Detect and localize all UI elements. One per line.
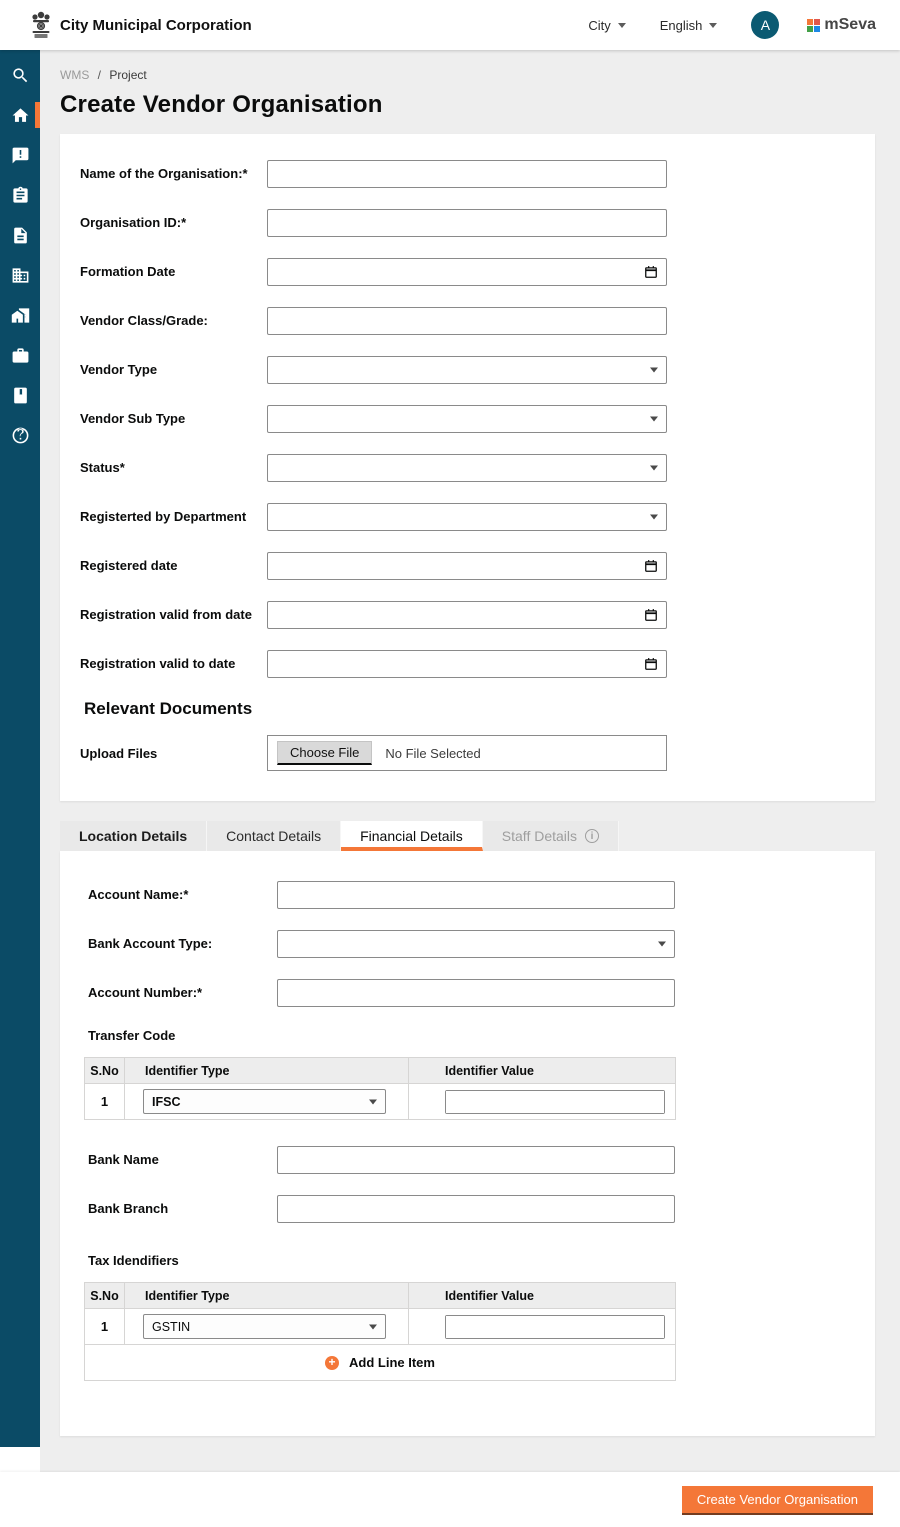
col-identifier-type: Identifier Type: [125, 1058, 409, 1084]
tab-location-details[interactable]: Location Details: [60, 821, 207, 851]
org-name-input-wrap: [267, 160, 667, 188]
tax-identifiers-label: Tax Idendifiers: [88, 1253, 179, 1268]
mseva-squares-icon: [807, 19, 820, 32]
vendor-sub-type-label: Vendor Sub Type: [80, 410, 186, 426]
bank-account-type-select[interactable]: [277, 930, 675, 958]
form-row: [80, 356, 855, 384]
dropdown-arrow-icon: [369, 1099, 377, 1104]
top-header: [0, 0, 900, 50]
city-selector-label: City: [588, 17, 611, 33]
formation-date-input[interactable]: [268, 259, 666, 285]
mseva-brand-text: mSeva: [824, 16, 876, 33]
bank-branch-input[interactable]: [278, 1196, 674, 1222]
action-footer: [0, 1472, 900, 1527]
tab-financial-details[interactable]: Financial Details: [341, 821, 483, 851]
bank-name-input[interactable]: [278, 1147, 674, 1173]
form-row: [88, 1146, 855, 1174]
status-select[interactable]: [267, 454, 667, 482]
info-icon: i: [585, 829, 599, 843]
national-emblem-logo: [30, 9, 52, 41]
dropdown-arrow-icon: [650, 515, 658, 520]
transfer-code-label: Transfer Code: [88, 1028, 176, 1043]
col-sno: S.No: [85, 1283, 125, 1309]
clipboard-icon: [11, 186, 30, 205]
reg-valid-from-label: Registration valid from date: [80, 606, 252, 622]
formation-date-input-wrap: [267, 258, 667, 286]
dropdown-arrow-icon: [650, 417, 658, 422]
relevant-documents-heading: Relevant Documents: [84, 699, 253, 718]
dropdown-arrow-icon: [650, 368, 658, 373]
form-row: [80, 650, 855, 678]
reg-valid-to-input[interactable]: [268, 651, 666, 677]
sidebar-item-assignments[interactable]: [0, 175, 40, 215]
dropdown-arrow-icon: [650, 466, 658, 471]
book-icon: [11, 386, 30, 405]
registered-date-label: Registered date: [80, 557, 178, 573]
chevron-down-icon: [618, 23, 626, 28]
form-row: [88, 881, 855, 909]
organisation-form-card: [60, 134, 875, 801]
left-sidebar: [0, 50, 40, 1447]
vendor-sub-type-select[interactable]: [267, 405, 667, 433]
vendor-class-label: Vendor Class/Grade:: [80, 312, 208, 328]
mseva-logo: [807, 16, 876, 34]
account-number-label: Account Number:*: [88, 984, 203, 1000]
form-row: [80, 454, 855, 482]
form-row: [80, 258, 855, 286]
add-line-item-label: Add Line Item: [349, 1355, 435, 1370]
form-row: [88, 930, 855, 958]
bank-branch-label: Bank Branch: [88, 1200, 169, 1216]
form-row: [80, 405, 855, 433]
sidebar-item-reports[interactable]: [0, 375, 40, 415]
breadcrumb-separator: /: [97, 68, 102, 82]
upload-files-label: Upload Files: [80, 745, 158, 761]
buildings-icon: [11, 266, 30, 285]
city-selector[interactable]: [588, 18, 625, 33]
plus-icon: +: [325, 1356, 339, 1370]
account-number-input-wrap: [277, 979, 675, 1007]
sidebar-item-complaints[interactable]: [0, 135, 40, 175]
chevron-down-icon: [709, 23, 717, 28]
language-selector[interactable]: [660, 18, 718, 33]
details-tab-bar: [60, 821, 875, 851]
language-selector-label: English: [659, 17, 703, 33]
reg-valid-to-input-wrap: [267, 650, 667, 678]
gstin-type-select[interactable]: [143, 1314, 386, 1339]
row-sno: 1: [85, 1309, 125, 1345]
dropdown-arrow-icon: [369, 1324, 377, 1329]
form-row: [80, 160, 855, 188]
add-line-item-button[interactable]: [85, 1347, 675, 1379]
col-identifier-type: Identifier Type: [125, 1283, 409, 1309]
ifsc-value-input-wrap: [445, 1090, 665, 1114]
table-row: [85, 1084, 676, 1120]
bank-account-type-label: Bank Account Type:: [88, 935, 213, 951]
home-work-icon: [11, 306, 30, 325]
table-row: [85, 1309, 676, 1345]
reg-valid-to-label: Registration valid to date: [80, 655, 236, 671]
dropdown-arrow-icon: [658, 942, 666, 947]
no-file-selected-text: No File Selected: [385, 745, 481, 761]
formation-date-label: Formation Date: [80, 263, 176, 279]
tab-contact-details[interactable]: Contact Details: [207, 821, 341, 851]
org-id-input[interactable]: [268, 210, 666, 236]
sidebar-item-help[interactable]: [0, 415, 40, 455]
form-row: [80, 601, 855, 629]
file-upload-field[interactable]: [267, 735, 667, 771]
account-name-input[interactable]: [278, 882, 674, 908]
registered-date-input-wrap: [267, 552, 667, 580]
col-sno: S.No: [85, 1058, 125, 1084]
account-number-input[interactable]: [278, 980, 674, 1006]
form-row: [88, 979, 855, 1007]
user-avatar[interactable]: A: [751, 11, 779, 39]
vendor-type-select[interactable]: [267, 356, 667, 384]
sidebar-item-home[interactable]: [0, 95, 40, 135]
tax-identifiers-table: [84, 1282, 676, 1381]
gstin-value-input[interactable]: [446, 1316, 664, 1338]
ifsc-value-input[interactable]: [446, 1091, 664, 1113]
registered-by-dept-label: Registerted by Department: [80, 508, 247, 524]
sidebar-item-organisation[interactable]: [0, 255, 40, 295]
tab-staff-details[interactable]: [483, 821, 619, 851]
financial-details-card: [60, 851, 875, 1436]
transfer-code-table: [84, 1057, 676, 1120]
account-name-input-wrap: [277, 881, 675, 909]
sidebar-item-search[interactable]: [0, 55, 40, 95]
col-identifier-value: Identifier Value: [409, 1058, 676, 1084]
account-name-label: Account Name:*: [88, 886, 189, 902]
registered-date-input[interactable]: [268, 553, 666, 579]
briefcase-icon: [11, 346, 30, 365]
gstin-value-input-wrap: [445, 1315, 665, 1339]
org-name-input[interactable]: [268, 161, 666, 187]
sidebar-item-work[interactable]: [0, 335, 40, 375]
table-header-row: [85, 1058, 676, 1084]
form-row: [80, 307, 855, 335]
help-icon: [11, 426, 30, 445]
reg-valid-from-input-wrap: [267, 601, 667, 629]
bank-branch-input-wrap: [277, 1195, 675, 1223]
breadcrumb-current: Project: [109, 68, 147, 82]
ifsc-type-select[interactable]: [143, 1089, 386, 1114]
vendor-type-label: Vendor Type: [80, 361, 158, 377]
reg-valid-from-input[interactable]: [268, 602, 666, 628]
create-vendor-organisation-button[interactable]: Create Vendor Organisation: [682, 1486, 873, 1515]
status-label: Status*: [80, 459, 125, 475]
gstin-type-value: GSTIN: [152, 1319, 191, 1334]
page-title: Create Vendor Organisation: [60, 91, 383, 118]
row-sno: 1: [85, 1084, 125, 1120]
org-id-input-wrap: [267, 209, 667, 237]
calendar-icon[interactable]: [644, 265, 658, 279]
form-row: [80, 503, 855, 531]
calendar-icon[interactable]: [644, 608, 658, 622]
header-right-group: [588, 11, 876, 39]
main-content: [40, 50, 900, 1472]
breadcrumb: [60, 68, 875, 82]
sidebar-item-home-work[interactable]: [0, 295, 40, 335]
upload-files-row: [80, 735, 855, 771]
calendar-icon[interactable]: [644, 657, 658, 671]
form-row: [80, 209, 855, 237]
col-identifier-value: Identifier Value: [409, 1283, 676, 1309]
table-header-row: [85, 1283, 676, 1309]
org-name-label: Name of the Organisation:*: [80, 165, 248, 181]
ifsc-type-value: IFSC: [152, 1094, 181, 1109]
bank-name-input-wrap: [277, 1146, 675, 1174]
home-icon: [11, 106, 30, 125]
bank-name-label: Bank Name: [88, 1151, 159, 1167]
breadcrumb-section[interactable]: WMS: [60, 68, 90, 82]
tab-staff-details-label: Staff Details: [501, 828, 578, 844]
form-row: [80, 552, 855, 580]
calendar-icon[interactable]: [644, 559, 658, 573]
announcement-icon: [11, 146, 30, 165]
document-icon: [11, 226, 30, 245]
registered-by-dept-select[interactable]: [267, 503, 667, 531]
header-org-title: City Municipal Corporation: [60, 16, 252, 34]
form-row: [88, 1195, 855, 1223]
org-id-label: Organisation ID:*: [80, 214, 187, 230]
vendor-class-input-wrap: [267, 307, 667, 335]
vendor-class-input[interactable]: [268, 308, 666, 334]
sidebar-item-documents[interactable]: [0, 215, 40, 255]
choose-file-button[interactable]: Choose File: [277, 741, 372, 765]
search-icon: [11, 66, 30, 85]
